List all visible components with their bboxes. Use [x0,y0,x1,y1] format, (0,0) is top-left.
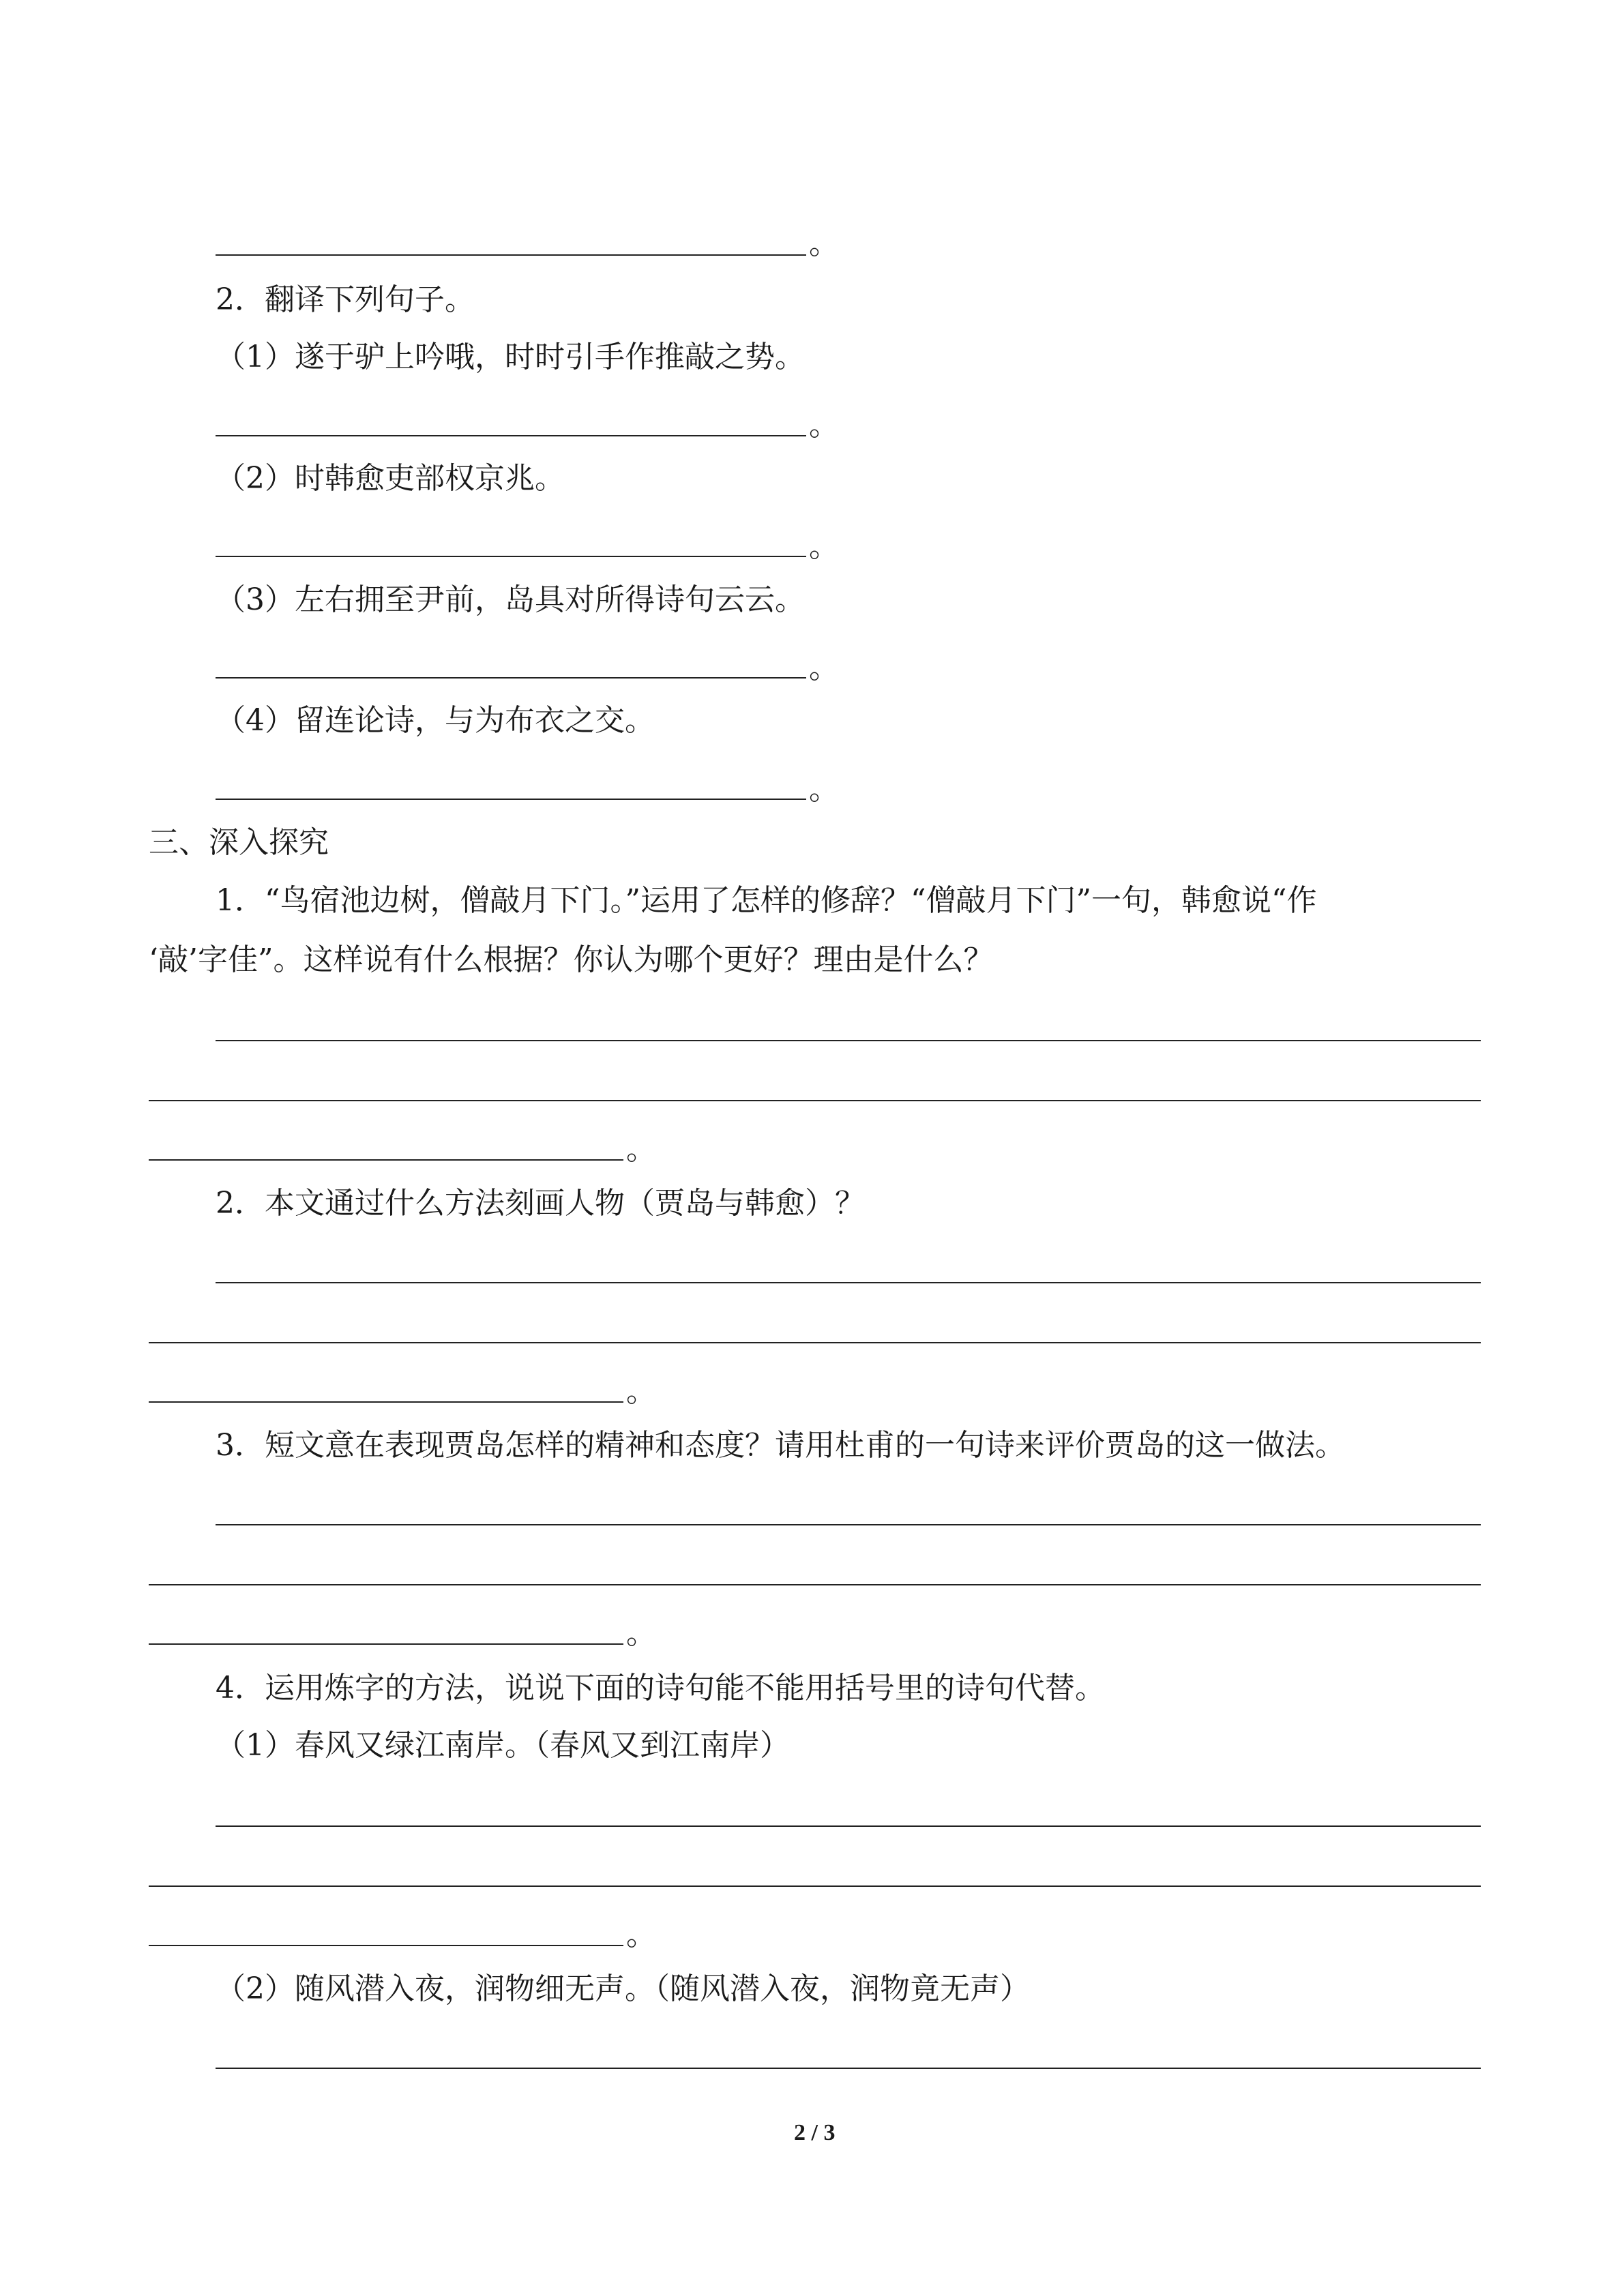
answer-line[interactable] [149,1100,1481,1101]
period: 。 [809,651,839,685]
question-3-1-line-1: 1．“鸟宿池边树，僧敲月下门。”运用了怎样的修辞？“僧敲月下门”一句，韩愈说“作 [216,883,1317,918]
answer-line[interactable] [149,1401,623,1403]
period: 。 [626,1374,656,1409]
period: 。 [626,1918,656,1952]
answer-line[interactable] [216,1825,1481,1827]
period: 。 [809,408,839,443]
question-3-4-item-2: （2）随风潜入夜，润物细无声。（随风潜入夜，润物竟无声） [216,1971,1030,2006]
question-2-prompt: 2．翻译下列句子。 [216,282,475,317]
question-3-1-line-2: ‘敲’字佳”。这样说有什么根据？你认为哪个更好？理由是什么？ [149,942,994,977]
answer-line[interactable] [149,1643,623,1645]
period: 。 [809,772,839,807]
answer-line[interactable] [216,556,806,557]
question-3-4: 4．运用炼字的方法，说说下面的诗句能不能用括号里的诗句代替。 [216,1671,1105,1705]
page-number: 2 / 3 [794,2120,836,2145]
question-3-2: 2．本文通过什么方法刻画人物（贾岛与韩愈）？ [216,1186,865,1221]
answer-line[interactable] [216,1524,1481,1525]
period: 。 [626,1616,656,1651]
question-3-4-item-1: （1）春风又绿江南岸。（春风又到江南岸） [216,1728,790,1763]
answer-line[interactable] [149,1945,623,1946]
answer-line[interactable] [216,435,806,436]
answer-line[interactable] [216,677,806,679]
translate-item-4: （4）留连论诗，与为布衣之交。 [216,703,655,738]
answer-line[interactable] [149,1584,1481,1585]
answer-line[interactable] [149,1342,1481,1343]
answer-line[interactable] [216,2068,1481,2069]
answer-line[interactable] [149,1159,623,1161]
period: 。 [626,1132,656,1167]
answer-line[interactable] [216,1040,1481,1041]
question-3-3: 3．短文意在表现贾岛怎样的精神和态度？请用杜甫的一句诗来评价贾岛的这一做法。 [216,1428,1345,1463]
answer-line[interactable] [216,254,806,256]
translate-item-3: （3）左右拥至尹前，岛具对所得诗句云云。 [216,582,805,617]
answer-line[interactable] [149,1885,1481,1887]
period: 。 [809,529,839,564]
translate-item-2: （2）时韩愈吏部权京兆。 [216,461,565,496]
translate-item-1: （1）遂于驴上吟哦，时时引手作推敲之势。 [216,340,805,374]
period: 。 [809,226,839,261]
answer-line[interactable] [216,1282,1481,1283]
answer-line[interactable] [216,799,806,800]
section-heading: 三、深入探究 [149,825,329,860]
